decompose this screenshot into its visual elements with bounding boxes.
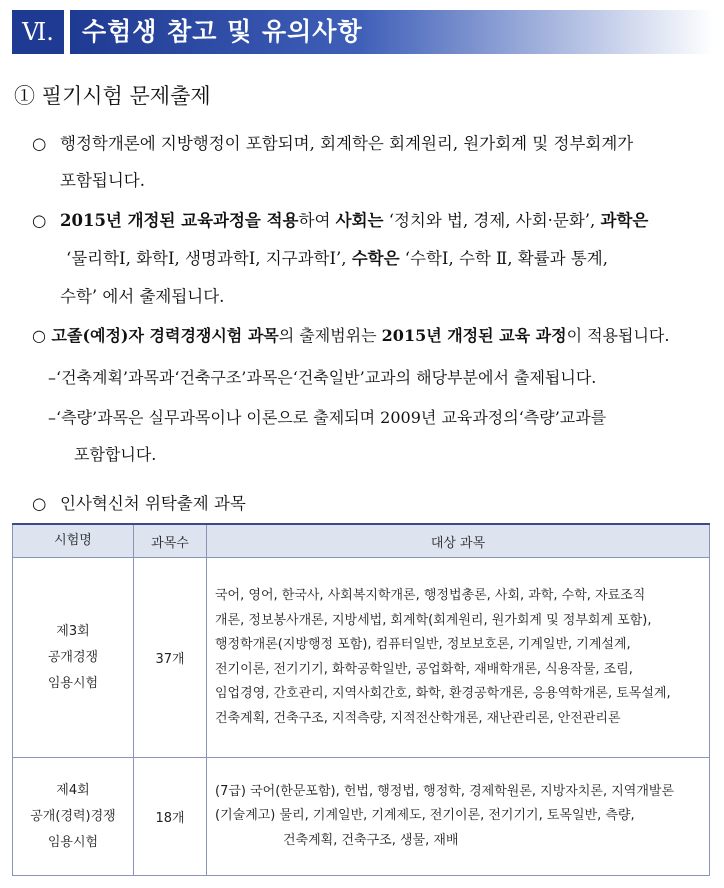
text-bold: 2015년 개정된 교육 과정 — [381, 326, 567, 345]
exam-name-line: 공개(경력)경쟁 — [30, 808, 116, 824]
exam-name-line: 제3회 — [56, 623, 90, 639]
subjects-line: 개론, 정보봉사개론, 지방세법, 회계학(회계원리, 원가회계 및 정부회계 포함), — [215, 612, 652, 628]
text: ‘수학Ⅰ, 수학 Ⅱ, 확률과 통계, — [399, 249, 608, 268]
paragraph-5-line-1: –‘측량’과목은 실무과목이나 이론으로 출제되며 2009년 교육과정의‘측량’교과를 — [48, 408, 607, 427]
paragraph-1-line-1: 행정학개론에 지방행정이 포함되며, 회계학은 회계원리, 원가회계 및 정부회계가 — [60, 134, 634, 153]
subjects-line: 건축계획, 건축구조, 지적측량, 지적전산학개론, 재난관리론, 안전관리론 — [215, 710, 621, 726]
text-bold: 수학은 — [351, 249, 400, 268]
subjects-line: 국어, 영어, 한국사, 사회복지학개론, 행정법총론, 사회, 과학, 수학, 자료조직 — [215, 588, 646, 603]
header-subjects: 대상 과목 — [207, 524, 710, 558]
paragraph-1 — [32, 130, 633, 154]
header-exam-name: 시험명 — [13, 524, 134, 558]
text-bold: 고졸(예정)자 경력경쟁시험 과목 — [45, 326, 279, 345]
paragraph-4: –‘건축계획’과목과‘건축구조’과목은‘건축일반’교과의 해당부분에서 출제됩니다. — [48, 368, 597, 387]
table-row — [13, 558, 710, 758]
text: 이 적용됩니다. — [566, 326, 670, 345]
subjects-cell — [207, 758, 710, 876]
table-caption: 인사혁신처 위탁출제 과목 — [60, 494, 246, 513]
subjects-line: 전기이론, 전기기기, 화학공학일반, 공업화학, 재배학개론, 식용작물, 조림, — [215, 661, 633, 677]
paragraph-5-line-2: 포함합니다. — [74, 445, 157, 464]
table-header-row — [13, 524, 710, 558]
exam-name-cell — [13, 558, 134, 758]
paragraph-2-line-2 — [66, 245, 608, 269]
exam-name-line: 임용시험 — [47, 675, 99, 691]
bullet-circle: ○ — [32, 494, 47, 513]
paragraph-6 — [32, 490, 246, 514]
bullet-circle: ○ — [32, 211, 47, 230]
bullet-circle: ○ — [32, 134, 47, 153]
table-row — [13, 758, 710, 876]
subjects-table — [12, 523, 710, 876]
subject-count-cell: 18개 — [134, 758, 207, 876]
header-subject-count: 과목수 — [134, 524, 207, 558]
subject-count-cell: 37개 — [134, 558, 207, 758]
subjects-cell — [207, 558, 710, 758]
subjects-line: 임업경영, 간호관리, 지역사회간호, 화학, 환경공학개론, 응용역학개론, 토목설계, — [215, 686, 671, 701]
subjects-line: 건축계획, 건축구조, 생물, 재배 — [283, 832, 459, 848]
exam-name-cell — [13, 758, 134, 876]
subjects-line: (7급) 국어(한문포함), 헌법, 행정법, 행정학, 경제학원론, 지방자치론, 지역개발론 — [215, 783, 675, 799]
text: ‘정치와 법, 경제, 사회·문화’, — [383, 211, 601, 230]
subjects-line: (기술계고) 물리, 기계일반, 기계제도, 전기이론, 전기기기, 토목일반, 측량, — [215, 808, 635, 824]
exam-name-line: 제4회 — [56, 782, 90, 798]
exam-name-line: 공개경쟁 — [47, 649, 99, 665]
paragraph-1-line-2: 포함됩니다. — [60, 171, 145, 190]
paragraph-2 — [32, 207, 648, 231]
text: 의 출제범위는 — [278, 326, 382, 345]
bullet-circle: ○ — [32, 326, 46, 345]
text-bold: 과학은 — [600, 211, 649, 230]
paragraph-3 — [32, 323, 669, 346]
section-banner — [12, 10, 714, 54]
text-bold: 2015년 개정된 교육과정을 적용 — [60, 211, 299, 230]
text: 하여 — [298, 211, 336, 230]
subjects-line: 행정학개론(지방행정 포함), 컴퓨터일반, 정보보호론, 기계일반, 기계설계, — [215, 637, 631, 652]
text-bold: 사회는 — [335, 211, 384, 230]
paragraph-2-line-3: 수학’ 에서 출제됩니다. — [60, 287, 225, 306]
section-number: Ⅵ. — [12, 10, 64, 54]
exam-name-line: 임용시험 — [47, 834, 99, 850]
section-title: 수험생 참고 및 유의사항 — [82, 17, 363, 46]
text: ‘물리학Ⅰ, 화학Ⅰ, 생명과학Ⅰ, 지구과학Ⅰ’, — [66, 249, 352, 268]
subsection-heading: ① 필기시험 문제출제 — [14, 84, 211, 108]
